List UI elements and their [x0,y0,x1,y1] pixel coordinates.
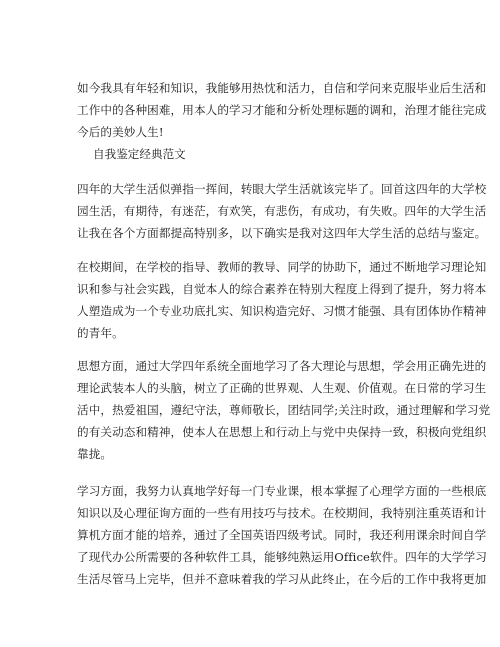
text-line: 了现代办公所需要的各种软件工具，能够纯熟运用Office软件。四年的大学学习 [77,550,487,564]
text-line: 靠拢。 [77,447,113,461]
text-line: 工作中的各种困难，用本人的学习才能和分析处理标题的调和，治理才能往完成 [77,103,487,117]
text-line: 识和参与社会实践，自觉本人的综合素养在特别大程度上得到了提升，努力将本 [77,282,487,296]
body-paragraph [77,480,487,590]
text-line: 今后的美妙人生! [77,125,164,139]
text-line: 在校期间，在学校的指导、教师的教导、同学的协助下，通过不断地学习理论知 [77,260,487,274]
text-line: 算机方面才能的培养，通过了全国英语四级考试。同时，我还利用课余时间自学 [77,528,487,542]
body-paragraph [77,178,487,244]
text-line: 的有关动态和精神，使本人在思想上和行动上与党中央保持一致，积极向党组织 [77,425,487,439]
text-line: 园生活，有期待，有迷茫，有欢笑，有悲伤，有成功，有失败。四年的大学生活 [77,204,487,218]
text-line: 如今我具有年轻和知识，我能够用热忱和活力，自信和学问来克服毕业后生活和 [77,81,487,95]
text-line: 理论武装本人的头脑，树立了正确的世界观、人生观、价值观。在日常的学习生 [77,381,487,395]
text-line: 的青年。 [77,326,124,340]
text-line: 生活尽管马上完毕，但并不意味着我的学习从此终止，在今后的工作中我将更加 [77,572,487,586]
text-line: 四年的大学生活似弹指一挥间，转眼大学生活就该完毕了。回首这四年的大学校 [77,182,487,196]
text-line: 学习方面，我努力认真地学好每一门专业课，根本掌握了心理学方面的一些根底 [77,484,487,498]
text-line: 让我在各个方面都提高特别多，以下确实是我对这四年大学生活的总结与鉴定。 [77,226,487,240]
section-heading: 自我鉴定经典范文 [93,147,186,161]
text-line: 活中，热爱祖国，遵纪守法，尊师敬长，团结同学;关注时政，通过理解和学习党 [77,403,491,417]
text-line: 人塑造成为一个专业功底扎实、知识构造完好、习惯才能强、具有团体协作精神 [77,304,487,318]
text-line: 知识以及心理征询方面的一些有用技巧与技术。在校期间，我特别注重英语和计 [77,506,487,520]
intro-paragraph [77,77,487,143]
text-line: 思想方面，通过大学四年系统全面地学习了各大理论与思想，学会用正确先进的 [77,359,487,373]
body-paragraph [77,256,487,344]
body-paragraph [77,355,491,465]
